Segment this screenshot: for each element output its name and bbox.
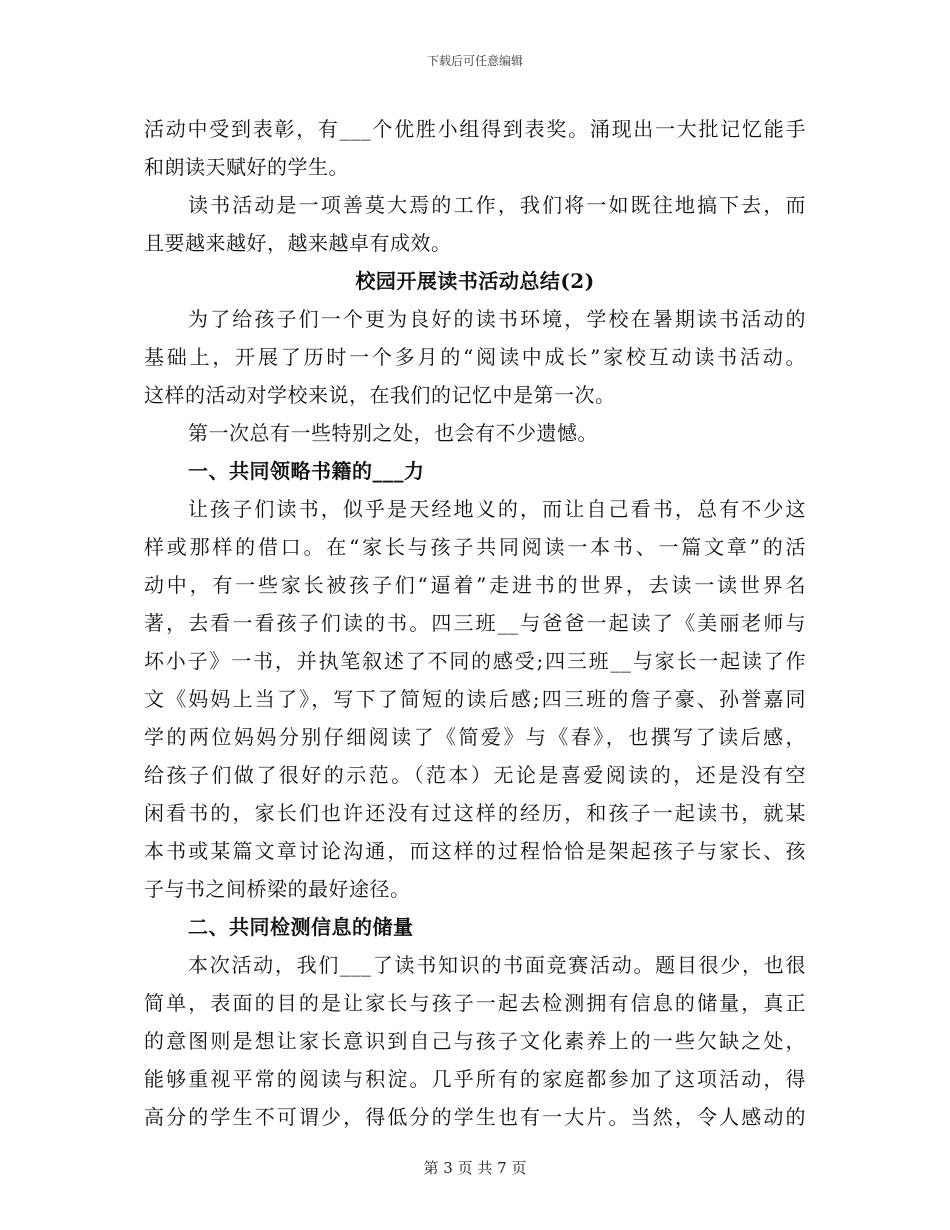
text-line: 和朗读天赋好的学生。 <box>144 155 349 179</box>
document-body <box>144 110 806 1136</box>
text-line: 让孩子们读书，似乎是天经地义的，而让自己看书，总有不少这 <box>188 497 806 521</box>
text-line: 为了给孩子们一个更为良好的读书环境，学校在暑期读书活动的 <box>188 307 806 331</box>
text-line: 且要越来越好，越来越卓有成效。 <box>144 231 452 255</box>
text-line: 高分的学生不可谓少，得低分的学生也有一大片。当然，令人感动的 <box>144 1105 806 1129</box>
text-line: 第一次总有一些特别之处，也会有不少遗憾。 <box>188 421 598 445</box>
text-line: 著，去看一看孩子们读的书。四三班__与爸爸一起读了《美丽老师与 <box>144 611 806 635</box>
text-line: 能够重视平常的阅读与积淀。几乎所有的家庭都参加了这项活动，得 <box>144 1067 806 1091</box>
section-heading: 二、共同检测信息的储量 <box>188 915 414 939</box>
text-line: 的意图则是想让家长意识到自己与孩子文化素养上的一些欠缺之处， <box>144 1029 806 1053</box>
page-footer: 第 3 页 共 7 页 <box>423 1159 527 1177</box>
text-line: 本书或某篇文章讨论沟通，而这样的过程恰恰是架起孩子与家长、孩 <box>144 839 806 863</box>
text-line: 给孩子们做了很好的示范。（范本）无论是喜爱阅读的，还是没有空 <box>144 763 806 787</box>
text-line: 基础上，开展了历时一个多月的“阅读中成长”家校互动读书活动。 <box>144 345 806 369</box>
text-line: 学的两位妈妈分别仔细阅读了《简爱》与《春》，也撰写了读后感， <box>144 725 806 749</box>
text-line: 活动中受到表彰，有___个优胜小组得到表奖。涌现出一大批记忆能手 <box>144 117 806 141</box>
text-line: 本次活动，我们___了读书知识的书面竞赛活动。题目很少，也很 <box>188 953 806 977</box>
text-line: 读书活动是一项善莫大焉的工作，我们将一如既往地搞下去，而 <box>188 193 806 217</box>
text-line: 闲看书的，家长们也许还没有过这样的经历，和孩子一起读书，就某 <box>144 801 806 825</box>
text-line: 动中，有一些家长被孩子们“逼着”走进书的世界，去读一读世界名 <box>144 573 806 597</box>
text-line: 这样的活动对学校来说，在我们的记忆中是第一次。 <box>144 383 616 407</box>
text-line: 样或那样的借口。在“家长与孩子共同阅读一本书、一篇文章”的活 <box>144 535 806 559</box>
page-header: 下载后可任意编辑 <box>426 54 523 68</box>
text-line: 子与书之间桥梁的最好途径。 <box>144 877 411 901</box>
section-title: 校园开展读书活动总结(2) <box>355 269 595 293</box>
text-line: 简单，表面的目的是让家长与孩子一起去检测拥有信息的储量，真正 <box>144 991 806 1015</box>
text-line: 坏小子》一书，并执笔叙述了不同的感受;四三班__与家长一起读了作 <box>144 649 806 673</box>
section-heading: 一、共同领略书籍的___力 <box>188 459 425 483</box>
text-line: 文《妈妈上当了》，写下了简短的读后感;四三班的詹子豪、孙誉嘉同 <box>144 687 806 711</box>
